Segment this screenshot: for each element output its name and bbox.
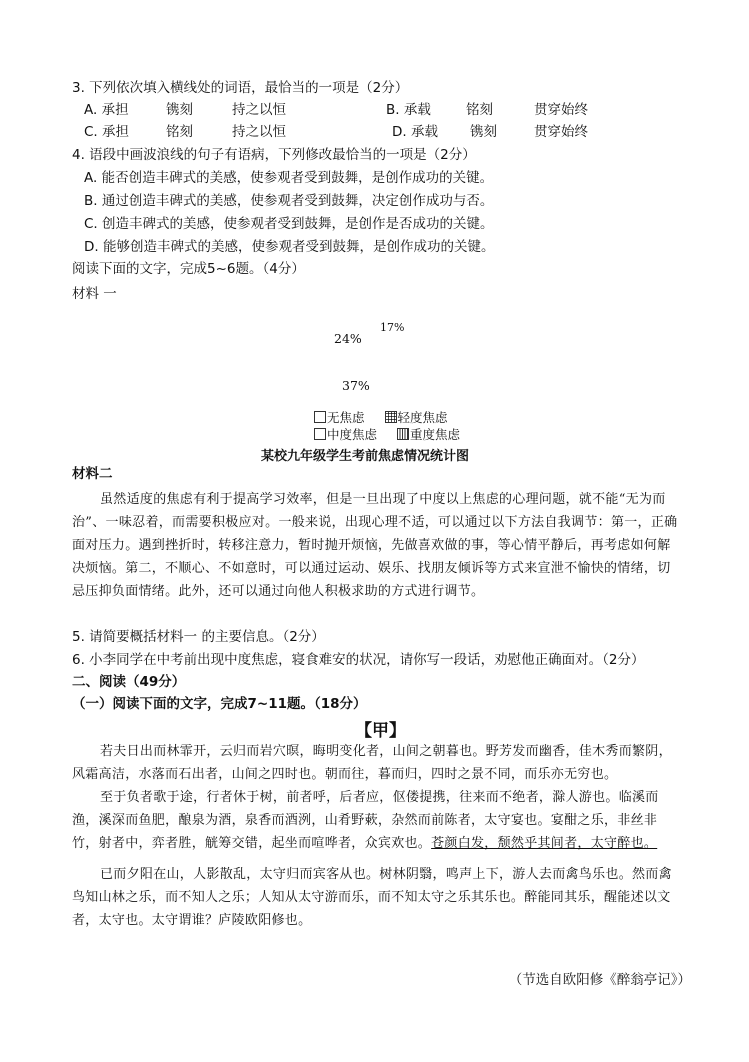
q4-option-d: D. 能够创造丰碑式的美感，使参观者受到鼓舞，是创作成功的关键。 [84,239,495,255]
jia-text [72,740,682,932]
q3-d-word3: 贯穿始终 [534,124,588,140]
jia-paragraph-3: 已而夕阳在山，人影散乱，太守归而宾客从也。树林阴翳，鸣声上下，游人去而禽鸟乐也。然而禽鸟知山林之乐，而不知人之乐；人知从太守游而乐，而不知太守之乐其乐也。醉能同其乐，醒能述以文者，太守也。太守谓谁？庐陵欧阳修也。 [72,867,672,928]
jia-paragraph-1: 若夫日出而林霏开，云归而岩穴暝，晦明变化者，山间之朝暮也。野芳发而幽香，佳木秀而繁阴，风霜高洁，水落而石出者，山间之四时也。朝而往，暮而归，四时之景不同，而乐亦无穷也。 [72,744,672,782]
source-note: （节选自欧阳修《醉翁亭记》） [508,972,691,988]
q4-option-b: B. 通过创造丰碑式的美感，使参观者受到鼓舞，决定创作成功与否。 [84,193,494,209]
q3-d-word2: 镌刻 [470,124,497,140]
q3-a-word2: 镌刻 [166,102,193,118]
reading-intro: 阅读下面的文字，完成5~6题。（4分） [72,261,305,277]
legend-swatch-icon [397,428,409,440]
q4-option-c: C. 创造丰碑式的美感，使参观者受到鼓舞，是创作是否成功的关键。 [84,216,494,232]
q3-b-word1: B. 承载 [386,102,431,118]
legend-item [314,425,377,443]
pie-value-label: 17% [380,321,405,334]
q3-a-word1: A. 承担 [84,102,129,118]
q3-d-word1: D. 承载 [392,124,438,140]
legend-label: 轻度焦虑 [397,410,448,425]
chart-legend-row1 [314,408,464,426]
material2-text [72,488,682,603]
jia-heading: 【甲】 [355,721,406,741]
pie-value-label: 37% [342,378,370,393]
q3-options-row1 [84,100,588,120]
material2-label: 材料二 [72,466,113,482]
q3-c-word3: 持之以恒 [232,124,286,140]
legend-swatch-icon [314,411,326,423]
q3-b-word3: 贯穿始终 [534,102,588,118]
jia-p2-underlined: 苍颜白发，颓然乎其间者，太守醉也。 [431,836,658,851]
legend-swatch-icon [314,428,326,440]
section2-heading: 二、阅读（49分） [72,674,186,690]
legend-item [385,408,448,426]
q4-option-a: A. 能否创造丰碑式的美感，使参观者受到鼓舞，是创作成功的关键。 [84,170,494,186]
q3-c-word2: 铭刻 [166,124,193,140]
jia-paragraph-2 [72,786,682,855]
legend-item [314,408,365,426]
q5: 5. 请简要概括材料一 的主要信息。（2分） [72,629,325,645]
q3-b-word2: 铭刻 [466,102,493,118]
legend-swatch-icon [385,411,397,423]
legend-label: 重度焦虑 [410,427,461,442]
material2-paragraph: 虽然适度的焦虑有利于提高学习效率，但是一旦出现了中度以上焦虑的心理问题，就不能“无为而治”、一味忍着，而需要积极应对。一般来说，出现心理不适，可以通过以下方法自我调节：第一，正确面对压力。遇到挫折时，转移注意力，暂时抛开烦恼，先做喜欢做的事，等心情平静后，再考虑如何解决烦恼。第二，不顺心、不如意时，可以通过运动、娱乐、找朋友倾诉等方式来宣泄不愉快的情绪，切忌压抑负面情绪。此外，还可以通过向他人积极求助的方式进行调节。 [72,492,678,599]
chart-legend-row2 [314,425,476,443]
legend-label: 无焦虑 [327,410,365,425]
q3-a-word3: 持之以恒 [232,102,286,118]
q3-options-row2 [84,122,588,142]
part1-heading: （一）阅读下面的文字，完成7~11题。（18分） [72,696,367,712]
q3-stem: 3. 下列依次填入横线处的词语，最恰当的一项是（2分） [72,80,409,96]
q6: 6. 小李同学在中考前出现中度焦虑，寝食难安的状况，请你写一段话，劝慰他正确面对。（2分） [72,652,645,668]
legend-label: 中度焦虑 [327,427,378,442]
jia-p2-text: 至于负者歌于途，行者休于树，前者呼，后者应，伛偻提携，往来而不绝者，滁人游也。临溪而渔，溪深而鱼肥，酿泉为酒，泉香而酒洌，山肴野蔌，杂然而前陈者，太守宴也。宴酣之乐，非丝非竹，射者中，弈者胜，觥筹交错，起坐而喧哗者，众宾欢也。 [72,790,659,851]
material1-label: 材料 一 [72,286,117,302]
pie-value-label: 24% [334,331,362,346]
chart-title: 某校九年级学生考前焦虑情况统计图 [261,449,470,464]
q4-stem: 4. 语段中画波浪线的句子有语病，下列修改最恰当的一项是（2分） [72,147,476,163]
q3-c-word1: C. 承担 [84,124,130,140]
legend-item [397,425,460,443]
